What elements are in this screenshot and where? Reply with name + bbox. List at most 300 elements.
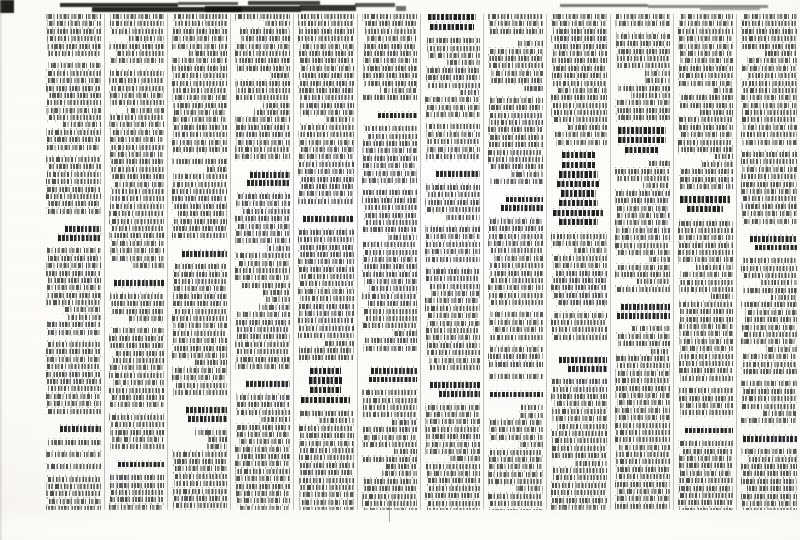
text-line xyxy=(173,466,227,471)
text-line xyxy=(743,288,797,293)
text-line xyxy=(459,90,480,95)
text-line xyxy=(489,420,543,425)
text-line xyxy=(426,242,480,247)
text-line xyxy=(362,457,417,462)
text-line xyxy=(615,504,670,509)
text-line xyxy=(552,256,607,261)
text-line xyxy=(173,331,227,336)
text-line xyxy=(363,427,417,432)
text-line xyxy=(299,441,354,446)
text-line xyxy=(680,309,733,314)
text-line xyxy=(236,357,290,362)
subheading-line xyxy=(750,236,797,242)
text-line xyxy=(110,159,164,164)
text-line xyxy=(427,486,480,491)
text-line xyxy=(240,29,290,34)
text-line xyxy=(173,14,227,19)
text-line xyxy=(173,338,227,343)
text-line xyxy=(616,452,670,457)
column-text-body xyxy=(677,14,733,510)
text-line xyxy=(551,14,607,19)
subheading-line xyxy=(250,172,290,178)
text-line xyxy=(300,81,354,86)
text-line xyxy=(742,404,797,409)
text-line xyxy=(195,430,227,435)
text-line xyxy=(174,219,227,224)
text-line xyxy=(48,51,101,56)
text-line xyxy=(364,205,417,210)
text-line xyxy=(299,507,354,510)
text-line xyxy=(556,140,607,145)
text-line xyxy=(490,179,543,184)
column-8 xyxy=(294,14,358,510)
text-line xyxy=(679,221,733,226)
text-line xyxy=(47,401,101,406)
text-line xyxy=(743,354,797,359)
subheading-line xyxy=(58,235,101,241)
column-text-body xyxy=(424,14,480,510)
text-line xyxy=(679,287,733,292)
text-line xyxy=(575,461,607,466)
text-line xyxy=(742,88,797,93)
text-line xyxy=(299,245,354,250)
text-line xyxy=(298,21,354,26)
text-line xyxy=(617,363,670,368)
text-line xyxy=(553,263,607,268)
text-line xyxy=(298,169,354,174)
text-line xyxy=(173,323,227,328)
ink-smudge-bar xyxy=(700,8,760,10)
text-line xyxy=(425,200,480,205)
text-line xyxy=(553,387,607,392)
text-line xyxy=(427,321,480,326)
text-line xyxy=(679,339,733,344)
subheading-line xyxy=(439,391,480,397)
text-line xyxy=(748,457,797,462)
column-text-body xyxy=(740,14,797,510)
text-line xyxy=(46,179,101,184)
text-line xyxy=(299,455,354,460)
text-line xyxy=(741,266,797,271)
text-line xyxy=(763,411,797,416)
text-line xyxy=(109,336,164,341)
text-line xyxy=(651,349,670,354)
text-line xyxy=(741,381,797,386)
text-line xyxy=(489,335,543,340)
text-line xyxy=(429,358,480,363)
text-line xyxy=(747,58,797,63)
text-line xyxy=(426,257,480,262)
text-line xyxy=(615,371,670,376)
text-line xyxy=(567,125,607,130)
text-line xyxy=(488,494,543,499)
subheading-line xyxy=(506,197,543,203)
text-line xyxy=(173,279,227,284)
text-line xyxy=(114,182,164,187)
text-line xyxy=(46,464,101,469)
headline-line xyxy=(309,377,342,383)
text-line xyxy=(551,394,607,399)
text-line xyxy=(742,325,797,330)
subheading-line xyxy=(490,392,543,398)
text-line xyxy=(615,423,670,428)
text-line xyxy=(678,147,733,152)
text-line xyxy=(741,204,797,209)
text-line xyxy=(392,420,417,425)
text-line xyxy=(678,250,733,255)
text-line xyxy=(173,125,227,130)
text-line xyxy=(680,272,733,277)
text-line xyxy=(237,349,290,354)
text-line xyxy=(362,390,417,395)
text-line xyxy=(426,75,480,80)
text-line xyxy=(678,478,733,483)
text-line xyxy=(364,316,417,321)
text-line xyxy=(237,334,290,339)
text-line xyxy=(240,506,290,510)
text-line xyxy=(363,95,417,100)
text-line xyxy=(489,320,543,325)
text-line xyxy=(270,73,290,78)
text-line xyxy=(741,174,797,179)
text-line xyxy=(172,196,227,201)
text-line xyxy=(172,368,227,373)
text-line xyxy=(552,21,607,26)
ink-smudge-bar xyxy=(205,6,301,12)
text-line xyxy=(427,38,480,43)
text-line xyxy=(110,497,164,502)
text-line xyxy=(236,88,290,93)
text-line xyxy=(174,481,227,486)
text-line xyxy=(110,483,164,488)
text-line xyxy=(63,122,101,127)
text-line xyxy=(426,269,480,274)
text-line xyxy=(551,36,607,41)
text-line xyxy=(427,508,480,510)
top-ink-smudge-artifact xyxy=(0,0,800,14)
text-line xyxy=(239,439,290,444)
subheading-line xyxy=(188,416,227,422)
text-line xyxy=(111,256,164,261)
text-line xyxy=(427,478,480,483)
subheading-line xyxy=(621,304,670,310)
text-line xyxy=(235,364,290,369)
text-line xyxy=(553,81,607,86)
text-line xyxy=(552,438,607,443)
text-line xyxy=(299,274,354,279)
text-line xyxy=(394,449,417,454)
text-line xyxy=(299,51,354,56)
text-line xyxy=(553,66,607,71)
text-line xyxy=(615,496,670,501)
text-line xyxy=(131,263,164,268)
text-line xyxy=(741,152,797,157)
column-4 xyxy=(547,14,611,510)
text-line xyxy=(319,418,354,423)
text-line xyxy=(173,459,227,464)
text-line xyxy=(678,441,733,446)
text-line xyxy=(47,145,101,150)
subheading-line xyxy=(246,381,290,387)
text-line xyxy=(172,489,227,494)
headline-line xyxy=(562,162,594,168)
text-line xyxy=(741,189,797,194)
text-line xyxy=(110,475,164,480)
text-line xyxy=(235,117,290,122)
text-line xyxy=(207,444,227,449)
text-line xyxy=(299,500,354,505)
text-line xyxy=(110,430,164,435)
text-line xyxy=(46,71,101,76)
text-line xyxy=(235,461,290,466)
text-line xyxy=(109,301,164,306)
text-line xyxy=(426,132,480,137)
text-line xyxy=(490,271,543,276)
text-line xyxy=(111,189,164,194)
text-line xyxy=(615,482,670,487)
text-line xyxy=(679,36,733,41)
text-line xyxy=(678,243,733,248)
text-line xyxy=(426,68,480,73)
headline-line xyxy=(310,368,342,374)
text-line xyxy=(742,211,797,216)
text-line xyxy=(235,253,290,258)
text-line xyxy=(237,312,290,317)
text-line xyxy=(741,494,797,499)
text-line xyxy=(363,66,417,71)
text-line xyxy=(426,234,480,239)
text-line xyxy=(765,51,797,56)
text-line xyxy=(173,294,227,299)
text-line xyxy=(299,355,354,360)
text-line xyxy=(489,219,543,224)
text-line xyxy=(172,316,227,321)
text-line xyxy=(516,486,543,491)
text-line xyxy=(615,169,670,174)
text-line xyxy=(48,256,101,261)
text-line xyxy=(172,353,227,358)
text-line xyxy=(489,120,543,125)
text-line xyxy=(680,51,733,56)
text-line xyxy=(235,81,290,86)
text-line xyxy=(172,81,227,86)
text-line xyxy=(551,103,607,108)
text-line xyxy=(47,330,101,335)
text-line xyxy=(678,257,733,262)
headline-line xyxy=(428,14,476,20)
text-line xyxy=(615,100,670,105)
text-line xyxy=(364,126,417,131)
text-line xyxy=(615,198,670,203)
subheading-line xyxy=(617,313,670,319)
text-line xyxy=(172,226,227,231)
text-line xyxy=(129,36,164,41)
text-line xyxy=(553,468,607,473)
text-line xyxy=(679,508,733,510)
text-line xyxy=(299,281,354,286)
text-line xyxy=(615,191,670,196)
text-line xyxy=(237,498,290,503)
text-line xyxy=(47,322,101,327)
text-line xyxy=(300,58,354,63)
text-line xyxy=(743,258,797,263)
text-line xyxy=(173,88,227,93)
text-line xyxy=(551,490,607,495)
text-line xyxy=(46,372,101,377)
text-line xyxy=(619,445,670,450)
text-line xyxy=(488,157,543,162)
text-line xyxy=(490,435,543,440)
text-line xyxy=(551,483,607,488)
text-line xyxy=(488,63,543,68)
text-line xyxy=(553,293,607,298)
text-line xyxy=(263,21,290,26)
text-line xyxy=(643,183,670,188)
text-line xyxy=(427,139,480,144)
text-line xyxy=(113,380,164,385)
text-line xyxy=(298,162,354,167)
text-line xyxy=(489,464,543,469)
headline-line xyxy=(562,152,596,158)
text-line xyxy=(489,362,543,367)
text-line xyxy=(425,97,480,102)
text-line xyxy=(680,376,733,381)
text-line xyxy=(490,450,543,455)
text-line xyxy=(235,484,290,489)
text-line xyxy=(362,264,417,269)
text-line xyxy=(47,93,101,98)
text-line xyxy=(67,315,101,320)
column-12 xyxy=(42,14,105,510)
text-line xyxy=(426,434,480,439)
text-line xyxy=(172,375,227,380)
text-line xyxy=(363,486,417,491)
text-line xyxy=(109,78,164,83)
text-line xyxy=(447,60,480,65)
text-line xyxy=(172,140,227,145)
text-line xyxy=(615,243,670,248)
text-line xyxy=(299,492,354,497)
subheading-line xyxy=(118,462,164,468)
text-line xyxy=(380,88,417,93)
text-line xyxy=(678,44,733,49)
text-line xyxy=(362,309,417,314)
text-line xyxy=(299,147,354,152)
text-line xyxy=(110,115,164,120)
text-line xyxy=(175,264,227,269)
text-line xyxy=(110,86,164,91)
text-line xyxy=(742,332,797,337)
text-line xyxy=(616,115,670,120)
column-text-body xyxy=(234,14,290,510)
text-line xyxy=(742,196,797,201)
text-line xyxy=(425,427,480,432)
text-line xyxy=(741,302,797,307)
text-line xyxy=(109,44,164,49)
headline-line xyxy=(618,127,665,133)
text-line xyxy=(362,442,417,447)
text-line xyxy=(616,14,670,19)
text-line xyxy=(300,296,354,301)
ink-smudge-bar xyxy=(560,4,648,7)
column-text-body xyxy=(361,14,417,510)
text-line xyxy=(195,360,227,365)
text-line xyxy=(431,291,480,296)
text-line xyxy=(678,140,733,145)
text-line xyxy=(556,271,607,276)
text-line xyxy=(235,147,290,152)
text-line xyxy=(519,413,543,418)
text-line xyxy=(173,117,227,122)
text-line xyxy=(364,435,417,440)
ink-smudge-bar xyxy=(396,6,406,11)
text-line xyxy=(299,73,354,78)
text-line xyxy=(47,285,101,290)
headline-line xyxy=(310,387,341,393)
text-line xyxy=(551,498,607,503)
text-line xyxy=(428,313,480,318)
text-line xyxy=(173,182,227,187)
text-line xyxy=(488,479,543,484)
text-line xyxy=(266,297,290,302)
text-line xyxy=(448,456,480,461)
text-line xyxy=(172,95,227,100)
text-line xyxy=(488,142,543,147)
text-line xyxy=(47,44,101,49)
headline-line xyxy=(561,190,597,196)
text-line xyxy=(47,499,101,504)
text-line xyxy=(298,267,354,272)
text-line xyxy=(46,108,101,113)
text-line xyxy=(615,108,670,113)
subheading-line xyxy=(247,180,290,186)
text-line xyxy=(363,346,417,351)
text-line xyxy=(617,206,670,211)
text-line xyxy=(553,132,607,137)
text-line xyxy=(111,328,164,333)
text-line xyxy=(743,362,797,367)
text-line xyxy=(236,95,290,100)
text-line xyxy=(173,132,227,137)
text-line xyxy=(426,501,480,506)
subheading-line xyxy=(430,382,480,388)
text-line xyxy=(747,486,797,491)
text-line xyxy=(110,100,164,105)
text-line xyxy=(111,226,164,231)
text-line xyxy=(616,63,670,68)
text-line xyxy=(741,159,797,164)
text-line xyxy=(364,21,417,26)
subheading-line xyxy=(436,171,480,177)
text-line xyxy=(743,471,797,476)
text-line xyxy=(298,36,354,41)
text-line xyxy=(47,342,101,347)
text-line xyxy=(557,88,607,93)
text-line xyxy=(110,444,164,449)
text-line xyxy=(743,219,797,224)
text-line xyxy=(679,486,733,491)
text-line xyxy=(615,437,670,442)
text-line xyxy=(363,250,417,255)
text-line xyxy=(679,280,733,285)
subheading-line xyxy=(378,113,417,119)
text-line xyxy=(488,472,543,477)
text-line xyxy=(46,300,101,305)
text-line xyxy=(110,145,164,150)
text-line xyxy=(259,417,290,422)
text-line xyxy=(367,36,417,41)
text-line xyxy=(679,125,733,130)
